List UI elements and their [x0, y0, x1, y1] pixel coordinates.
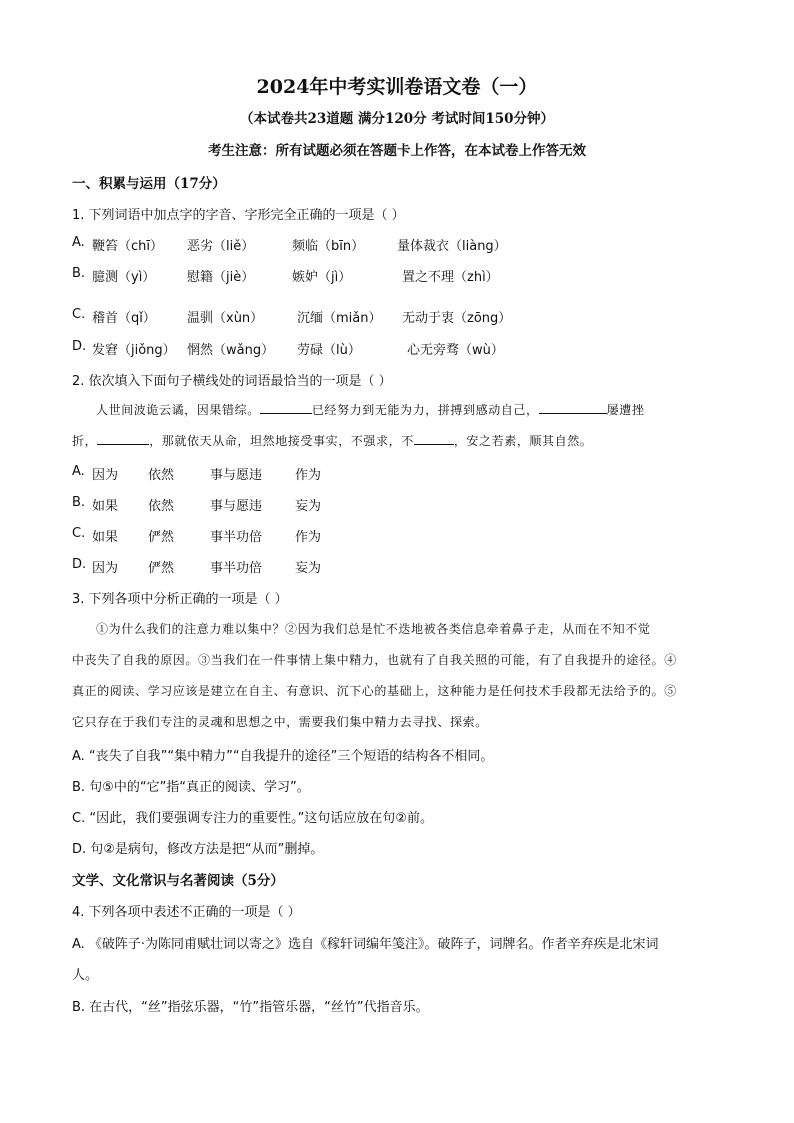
q3-option-a: A. “丧失了自我”“集中精力”“自我提升的途径”三个短语的结构各不相同。 — [72, 749, 494, 764]
option-word: 事半功倍 — [210, 530, 263, 545]
blank-1 — [260, 401, 312, 414]
option-word: 温驯（xùn） — [187, 311, 264, 326]
q4-option-b: B. 在古代，“丝”指弦乐器，“竹”指管乐器，“丝竹”代指音乐。 — [72, 1000, 429, 1015]
q2-passage-line-1 — [72, 401, 752, 418]
option-word: 慰籍（jiè） — [187, 270, 255, 285]
q3-stem: 3. 下列各项中分析正确的一项是（ ） — [72, 592, 288, 607]
blank-2 — [539, 401, 607, 414]
option-word: 嫉妒（jì） — [292, 270, 352, 285]
option-word: 依然 — [148, 499, 175, 514]
option-letter: B. — [72, 495, 86, 510]
option-word: 依然 — [148, 468, 175, 483]
option-word: 劳碌（lù） — [297, 343, 361, 358]
option-letter: A. — [72, 464, 85, 479]
q3-option-d: D. 句②是病句，修改方法是把“从而”删掉。 — [72, 842, 324, 857]
option-word: 无动于衷（zōng） — [402, 311, 512, 326]
q3-passage-line-3: 真正的阅读、学习应该是建立在自主、有意识、沉下心的基础上，这种能力是任何技术手段都无法给予的。⑤ — [72, 684, 677, 698]
q3-passage-line-2: 中丧失了自我的原因。③当我们在一件事情上集中精力，也就有了自我关照的可能，有了自我提升的途径。④ — [72, 653, 677, 667]
passage-text: ①为什么我们的注意力难以集中？②因为我们总是忙不迭地被各类信息牵着鼻子走，从而在不知不觉 — [96, 622, 651, 636]
q3-option-c: C. “因此，我们要强调专注力的重要性。”这句话应放在句②前。 — [72, 811, 433, 826]
exam-subtitle: （本试卷共23道题 满分120分 考试时间150分钟） — [239, 111, 555, 127]
option-word: 臆测（yì） — [92, 270, 156, 285]
option-word: 如果 — [92, 530, 119, 545]
blank-3 — [97, 432, 149, 445]
passage-text: 折， — [72, 434, 98, 448]
blank-4 — [414, 432, 454, 445]
option-word: 沉缅（miǎn） — [297, 311, 382, 326]
option-word: 事半功倍 — [210, 561, 263, 576]
q3-option-b: B. 句⑤中的“它”指“真正的阅读、学习”。 — [72, 780, 310, 795]
option-word: 恶劣（liě） — [187, 239, 255, 254]
option-word: 惘然（wǎng） — [187, 343, 275, 358]
option-word: 如果 — [92, 499, 119, 514]
option-word: 因为 — [92, 468, 119, 483]
q3-passage-line-4: 它只存在于我们专注的灵魂和思想之中，需要我们集中精力去寻找、探索。 — [72, 715, 488, 729]
passage-text: ，安之若素，顺其自然。 — [453, 434, 593, 448]
option-word: 事与愿违 — [210, 468, 263, 483]
option-letter: D. — [72, 557, 87, 572]
option-word: 因为 — [92, 561, 119, 576]
option-word: 作为 — [295, 468, 322, 483]
option-word: 事与愿违 — [210, 499, 263, 514]
option-letter: B. — [72, 266, 86, 281]
option-word: 作为 — [295, 530, 322, 545]
option-word: 置之不理（zhì） — [402, 270, 499, 285]
q4-stem: 4. 下列各项中表述不正确的一项是（ ） — [72, 905, 301, 920]
q3-passage-line-1 — [72, 620, 752, 637]
option-letter: A. — [72, 235, 85, 250]
option-word: 心无旁骛（wù） — [407, 343, 504, 358]
q4-option-a-line-1: A. 《破阵子·为陈同甫赋壮词以寄之》选自《稼轩词编年笺注》。破阵子，词牌名。作者辛弃疾是北宋词 — [72, 937, 659, 952]
q1-stem: 1. 下列词语中加点字的字音、字形完全正确的一项是（ ） — [72, 208, 405, 223]
section-heading-2: 文学、文化常识与名著阅读（5分） — [72, 873, 284, 889]
option-word: 量体裁衣（liàng） — [397, 239, 507, 254]
option-word: 俨然 — [148, 530, 175, 545]
q2-passage-line-2 — [72, 432, 752, 449]
passage-text: ，那就依天从命，坦然地接受事实，不强求，不 — [149, 434, 414, 448]
exam-notice: 考生注意：所有试题必须在答题卡上作答，在本试卷上作答无效 — [208, 143, 586, 159]
q2-stem: 2. 依次填入下面句子横线处的词语最恰当的一项是（ ） — [72, 374, 392, 389]
option-word: 妄为 — [295, 561, 322, 576]
option-letter: D. — [72, 339, 87, 354]
option-letter: C. — [72, 307, 86, 322]
passage-text: 已经努力到无能为力，拼搏到感动自己， — [311, 403, 539, 417]
passage-text: 屡遭挫 — [606, 403, 645, 417]
option-word: 发窘（jiǒng） — [92, 343, 176, 358]
passage-text: 人世间波诡云谲，因果错综。 — [96, 403, 260, 417]
q4-option-a-line-2: 人。 — [72, 968, 99, 983]
section-heading-1: 一、积累与运用（17分） — [72, 176, 226, 192]
option-word: 稽首（qǐ） — [92, 311, 156, 326]
option-word: 鞭笞（chī） — [92, 239, 163, 254]
option-word: 妄为 — [295, 499, 322, 514]
option-word: 俨然 — [148, 561, 175, 576]
exam-title: 2024年中考实训卷语文卷（一） — [256, 76, 538, 98]
option-letter: C. — [72, 526, 86, 541]
option-word: 频临（bīn） — [292, 239, 365, 254]
